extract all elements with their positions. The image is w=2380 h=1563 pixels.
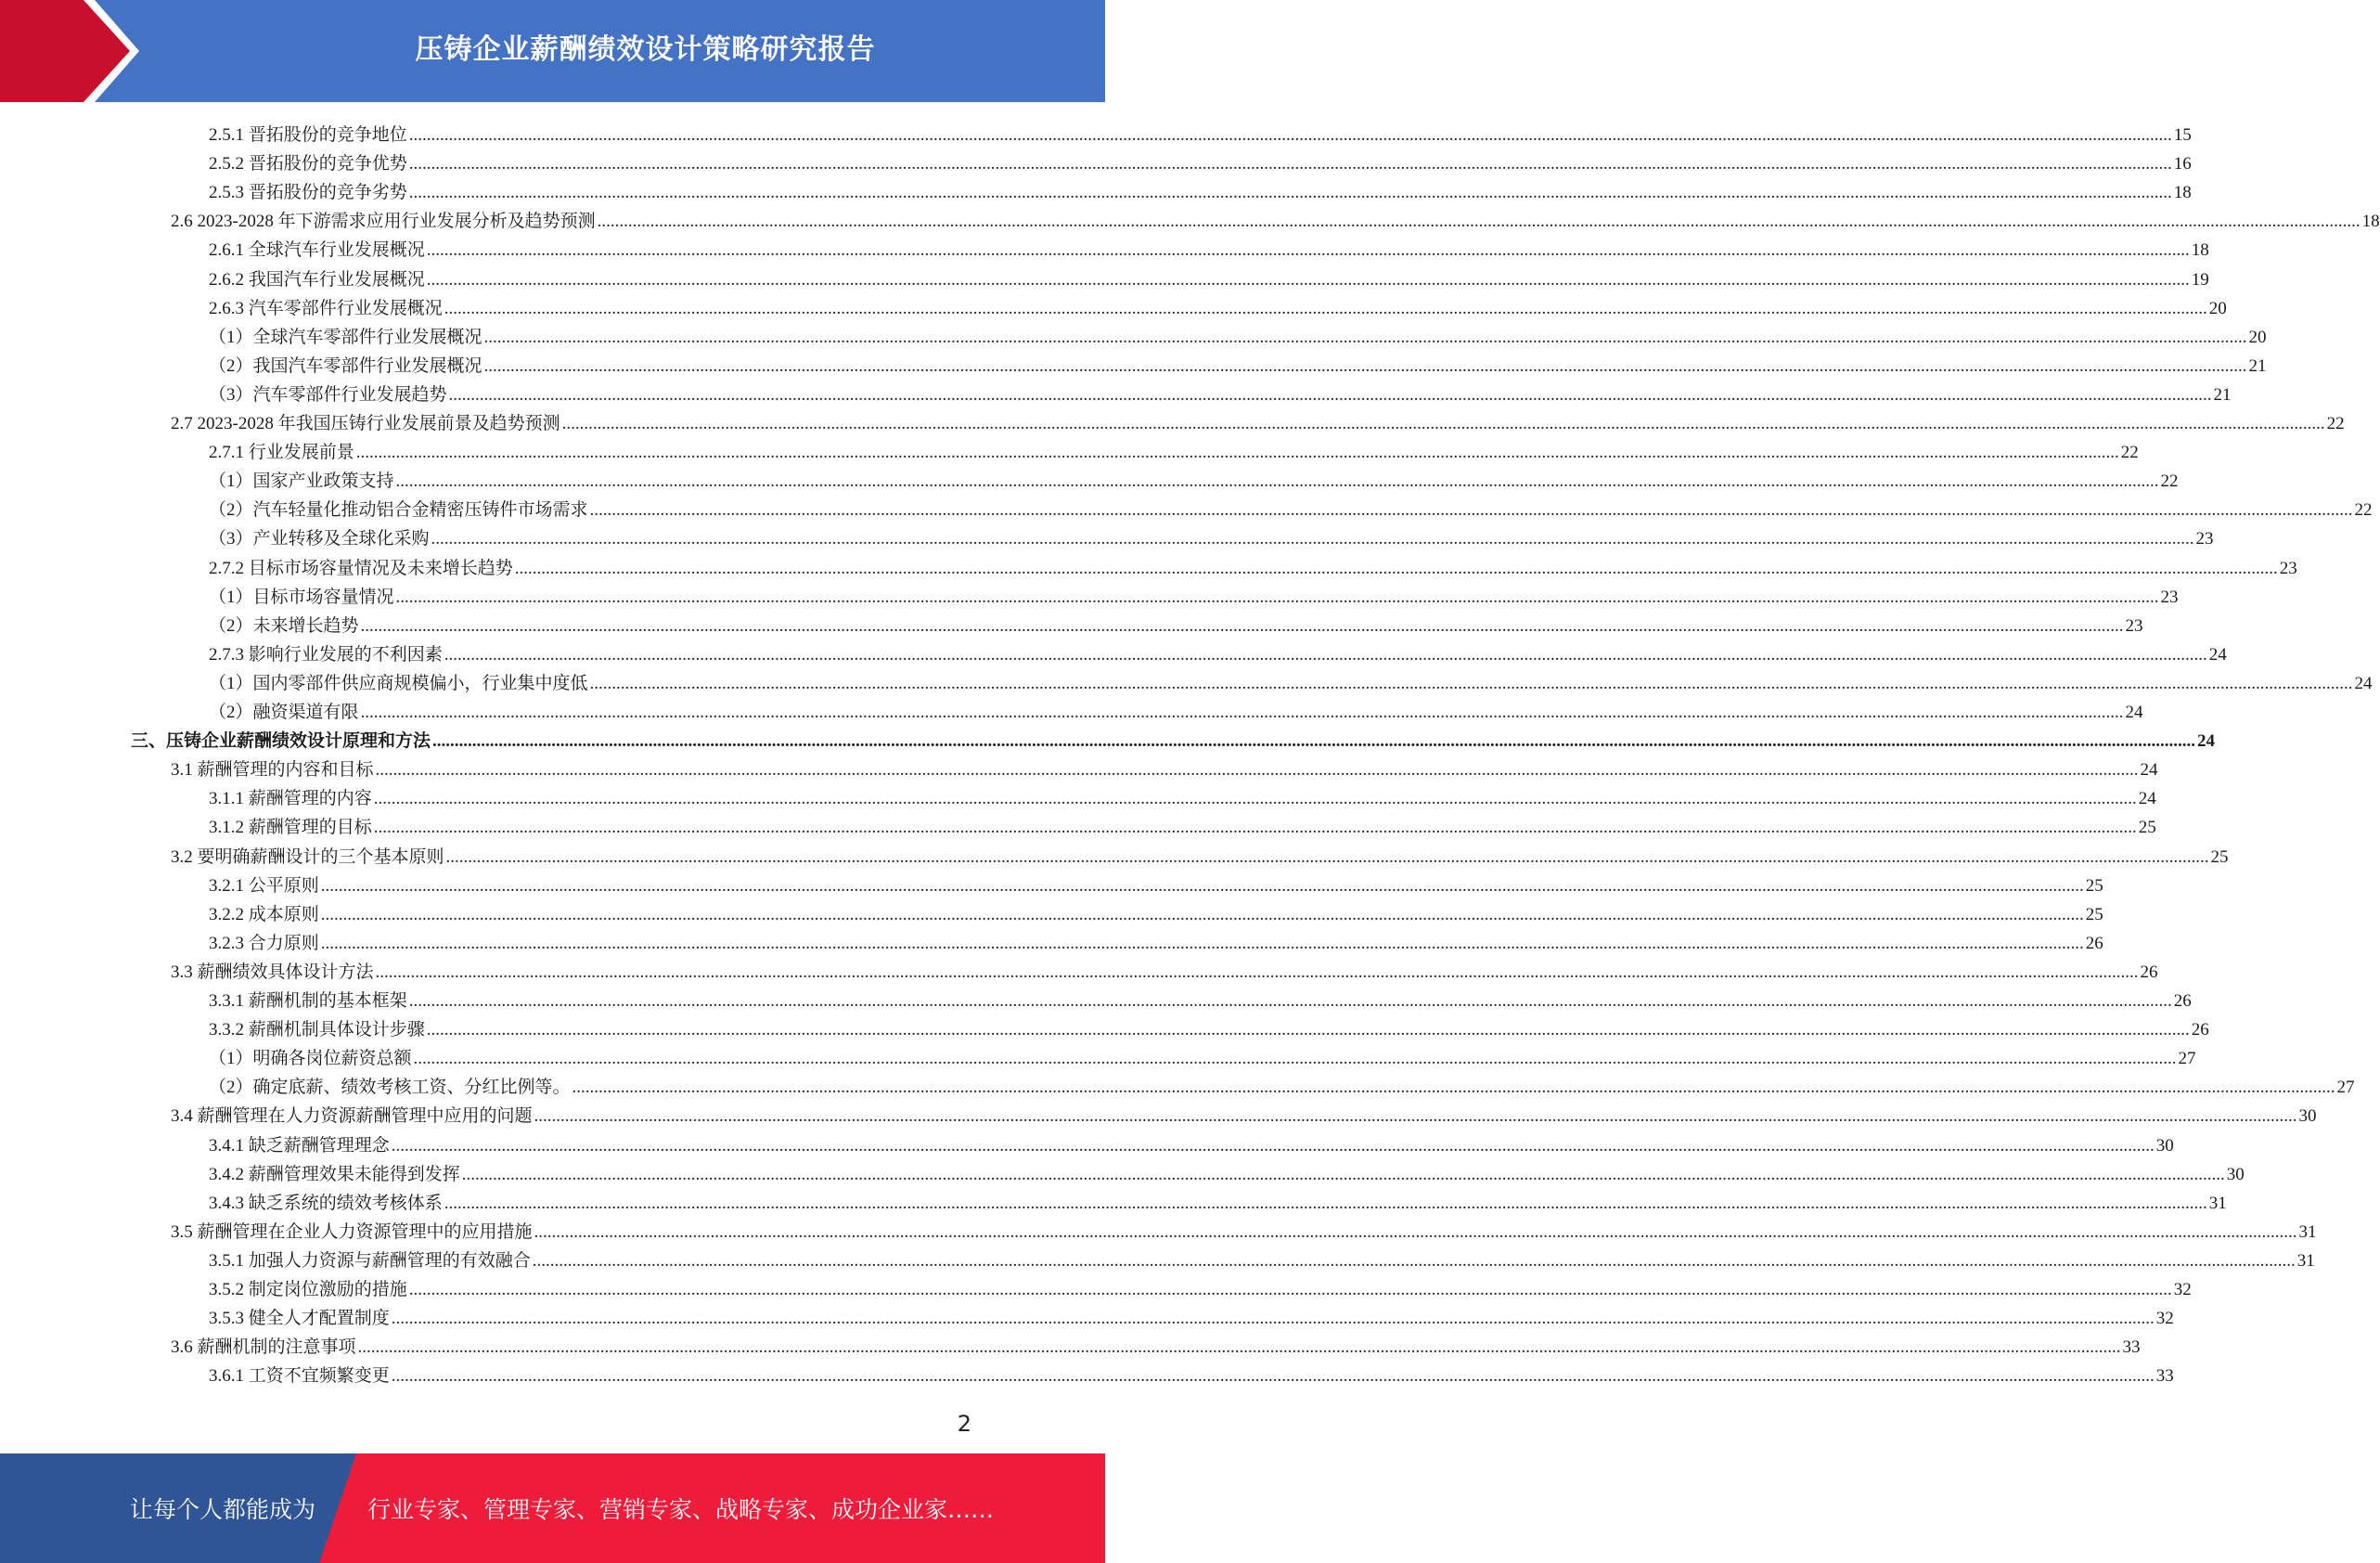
- toc-leader-dots: ................................................................................................................................................................................................................................................................................................................................................................................................................: [391, 1309, 2155, 1329]
- toc-entry-title: 3.6 薪酬机制的注意事项: [171, 1337, 356, 1358]
- toc-entry[interactable]: [209, 782, 2156, 810]
- toc-entry-page: 23: [2279, 558, 2297, 578]
- toc-entry-title: 3.1.1 薪酬管理的内容: [209, 789, 372, 809]
- toc-entry-page: 18: [2173, 183, 2192, 203]
- toc-entry-title: （2）汽车轻量化推动铝合金精密压铸件市场需求: [209, 500, 588, 521]
- toc-entry-page: 27: [2336, 1078, 2355, 1098]
- toc-entry-page: 18: [2191, 240, 2209, 261]
- toc-entry[interactable]: [209, 1157, 2245, 1186]
- toc-leader-dots: ................................................................................................................................................................................................................................................................................................................................................................................................................: [444, 644, 2207, 665]
- toc-leader-dots: ................................................................................................................................................................................................................................................................................................................................................................................................................: [375, 962, 2139, 982]
- toc-entry-title: 三、压铸企业薪酬绩效设计原理和方法: [131, 731, 431, 752]
- toc-entry-page: 32: [2155, 1309, 2174, 1329]
- toc-leader-dots: ................................................................................................................................................................................................................................................................................................................................................................................................................: [448, 384, 2212, 405]
- toc-entry-title: 3.2 要明确薪酬设计的三个基本原则: [171, 846, 444, 867]
- toc-entry-title: 2.5.1 晋拓股份的竞争地位: [209, 125, 407, 145]
- toc-entry[interactable]: [209, 464, 2179, 493]
- toc-leader-dots: ................................................................................................................................................................................................................................................................................................................................................................................................................: [432, 731, 2196, 752]
- toc-leader-dots: ................................................................................................................................................................................................................................................................................................................................................................................................................: [589, 673, 2353, 693]
- toc-entry-title: 3.3.2 薪酬机制具体设计步骤: [209, 1020, 425, 1040]
- toc-leader-dots: ................................................................................................................................................................................................................................................................................................................................................................................................................: [426, 269, 2190, 290]
- toc-entry[interactable]: [171, 1215, 2317, 1244]
- toc-entry[interactable]: [209, 810, 2156, 839]
- page-number: 2: [957, 1411, 971, 1437]
- toc-entry-title: 3.3.1 薪酬机制的基本框架: [209, 991, 407, 1011]
- toc-entry[interactable]: [209, 263, 2209, 291]
- toc-leader-dots: ................................................................................................................................................................................................................................................................................................................................................................................................................: [572, 1078, 2335, 1098]
- toc-entry-title: 3.2.2 成本原则: [209, 904, 319, 924]
- toc-entry-page: 26: [2191, 1020, 2209, 1040]
- toc-entry-page: 18: [2361, 212, 2380, 232]
- toc-leader-dots: ................................................................................................................................................................................................................................................................................................................................................................................................................: [426, 240, 2190, 261]
- toc-entry-title: 2.6.3 汽车零部件行业发展概况: [209, 298, 443, 318]
- toc-entry-title: （2）我国汽车零部件行业发展概况: [209, 355, 482, 376]
- toc-entry-title: 3.2.1 公平原则: [209, 875, 319, 896]
- toc-entry-title: 3.5 薪酬管理在企业人力资源管理中的应用措施: [171, 1221, 533, 1242]
- toc-entry[interactable]: [209, 175, 2192, 204]
- toc-leader-dots: ................................................................................................................................................................................................................................................................................................................................................................................................................: [357, 1337, 2121, 1358]
- toc-entry-page: 24: [2197, 731, 2216, 752]
- toc-leader-dots: ................................................................................................................................................................................................................................................................................................................................................................................................................: [408, 1280, 2172, 1299]
- toc-entry-page: 20: [2248, 327, 2267, 347]
- toc-entry-page: 31: [2296, 1250, 2315, 1271]
- toc-entry-title: 3.4.1 缺乏薪酬管理理念: [209, 1135, 390, 1156]
- toc-entry[interactable]: [209, 1186, 2227, 1215]
- toc-leader-dots: ................................................................................................................................................................................................................................................................................................................................................................................................................: [561, 414, 2325, 433]
- toc-entry[interactable]: [171, 1099, 2317, 1128]
- toc-entry-title: 2.7.1 行业发展前景: [209, 443, 354, 463]
- toc-leader-dots: ................................................................................................................................................................................................................................................................................................................................................................................................................: [483, 355, 2247, 376]
- toc-entry[interactable]: [209, 638, 2227, 666]
- footer-slogan-left: 让每个人都能成为: [130, 1496, 316, 1523]
- toc-entry[interactable]: [209, 291, 2227, 320]
- toc-entry-page: 23: [2195, 529, 2214, 549]
- toc-leader-dots: ................................................................................................................................................................................................................................................................................................................................................................................................................: [445, 846, 2209, 867]
- toc-leader-dots: ................................................................................................................................................................................................................................................................................................................................................................................................................: [373, 818, 2137, 838]
- toc-entry-title: 3.5.3 健全人才配置制度: [209, 1309, 390, 1329]
- toc-entry-page: 30: [2226, 1164, 2245, 1184]
- toc-leader-dots: ................................................................................................................................................................................................................................................................................................................................................................................................................: [461, 1164, 2225, 1184]
- toc-entry-page: 32: [2173, 1280, 2192, 1299]
- toc-entry[interactable]: [209, 435, 2139, 464]
- toc-entry-title: 3.6.1 工资不宜频繁变更: [209, 1366, 390, 1387]
- toc-leader-dots: ................................................................................................................................................................................................................................................................................................................................................................................................................: [483, 327, 2247, 347]
- toc-entry-title: 3.4 薪酬管理在人力资源薪酬管理中应用的问题: [171, 1106, 533, 1127]
- toc-entry-title: 2.7.3 影响行业发展的不利因素: [209, 644, 443, 665]
- toc-entry-page: 25: [2085, 875, 2103, 896]
- toc-entry[interactable]: [209, 666, 2373, 695]
- toc-entry[interactable]: [209, 493, 2373, 522]
- toc-entry[interactable]: [131, 724, 2216, 753]
- toc-entry-page: 24: [2140, 760, 2158, 781]
- toc-entry-title: 3.5.1 加强人力资源与薪酬管理的有效融合: [209, 1250, 531, 1271]
- toc-entry-page: 22: [2160, 471, 2179, 492]
- toc-leader-dots: ................................................................................................................................................................................................................................................................................................................................................................................................................: [532, 1250, 2296, 1271]
- toc-entry-title: 3.1 薪酬管理的内容和目标: [171, 760, 374, 781]
- toc-entry-page: 26: [2140, 962, 2158, 982]
- toc-leader-dots: ................................................................................................................................................................................................................................................................................................................................................................................................................: [589, 500, 2353, 521]
- toc-entry-page: 24: [2208, 644, 2227, 665]
- toc-entry[interactable]: [209, 695, 2143, 724]
- toc-entry-page: 30: [2155, 1135, 2174, 1156]
- toc-leader-dots: ................................................................................................................................................................................................................................................................................................................................................................................................................: [395, 587, 2159, 607]
- arrow-red-shape: [0, 0, 139, 102]
- toc-entry[interactable]: [209, 1359, 2174, 1388]
- toc-entry-page: 22: [2120, 443, 2139, 463]
- toc-entry-page: 25: [2085, 904, 2103, 924]
- toc-leader-dots: ................................................................................................................................................................................................................................................................................................................................................................................................................: [597, 212, 2361, 232]
- toc-leader-dots: ................................................................................................................................................................................................................................................................................................................................................................................................................: [360, 615, 2124, 636]
- toc-entry-page: 15: [2173, 125, 2192, 145]
- toc-entry-title: 2.6.2 我国汽车行业发展概况: [209, 269, 425, 290]
- toc-entry-title: 3.4.3 缺乏系统的绩效考核体系: [209, 1193, 443, 1213]
- toc-entry-title: 2.6.1 全球汽车行业发展概况: [209, 240, 425, 261]
- toc-entry-page: 22: [2326, 414, 2345, 433]
- toc-entry-title: （1）目标市场容量情况: [209, 587, 394, 607]
- toc-entry-page: 19: [2191, 269, 2209, 290]
- toc-entry[interactable]: [209, 378, 2232, 407]
- toc-entry-title: （1）国家产业政策支持: [209, 471, 394, 492]
- toc-entry[interactable]: [209, 1013, 2209, 1041]
- toc-entry-page: 23: [2160, 587, 2179, 607]
- toc-entry-page: 27: [2178, 1049, 2196, 1069]
- toc-leader-dots: ................................................................................................................................................................................................................................................................................................................................................................................................................: [391, 1135, 2155, 1156]
- toc-leader-dots: ................................................................................................................................................................................................................................................................................................................................................................................................................: [391, 1366, 2155, 1387]
- toc-entry-title: （2）确定底薪、绩效考核工资、分红比例等。: [209, 1078, 571, 1098]
- toc-entry-page: 26: [2085, 933, 2103, 953]
- toc-entry[interactable]: [209, 349, 2267, 378]
- toc-leader-dots: ................................................................................................................................................................................................................................................................................................................................................................................................................: [431, 529, 2194, 549]
- toc-leader-dots: ................................................................................................................................................................................................................................................................................................................................................................................................................: [444, 298, 2207, 318]
- toc-entry-page: 25: [2138, 818, 2156, 838]
- toc-entry[interactable]: [209, 147, 2192, 175]
- toc-entry[interactable]: [209, 118, 2192, 147]
- toc-entry[interactable]: [209, 1272, 2192, 1301]
- toc-leader-dots: ................................................................................................................................................................................................................................................................................................................................................................................................................: [408, 154, 2172, 174]
- toc-entry[interactable]: [209, 1041, 2196, 1070]
- document-title: 压铸企业薪酬绩效设计策略研究报告: [415, 33, 876, 66]
- toc-entry-title: （2）融资渠道有限: [209, 703, 359, 722]
- toc-entry[interactable]: [209, 869, 2103, 898]
- footer-band: [0, 1453, 1105, 1563]
- toc-entry-page: 21: [2213, 384, 2232, 405]
- toc-leader-dots: ................................................................................................................................................................................................................................................................................................................................................................................................................: [444, 1193, 2207, 1213]
- toc-entry[interactable]: [209, 580, 2179, 609]
- toc-leader-dots: ................................................................................................................................................................................................................................................................................................................................................................................................................: [375, 760, 2139, 781]
- toc-entry[interactable]: [171, 1330, 2141, 1359]
- toc-entry-title: 3.4.2 薪酬管理效果未能得到发挥: [209, 1164, 460, 1184]
- toc-entry-page: 24: [2354, 673, 2373, 693]
- toc-entry-page: 25: [2210, 846, 2229, 867]
- toc-entry-title: 2.5.2 晋拓股份的竞争优势: [209, 154, 407, 174]
- toc-entry-page: 33: [2122, 1337, 2141, 1358]
- toc-entry-page: 26: [2173, 991, 2192, 1011]
- toc-entry[interactable]: [209, 1070, 2355, 1099]
- toc-leader-dots: ................................................................................................................................................................................................................................................................................................................................................................................................................: [408, 125, 2172, 145]
- toc-entry-title: （2）未来增长趋势: [209, 615, 359, 636]
- toc-leader-dots: ................................................................................................................................................................................................................................................................................................................................................................................................................: [408, 183, 2172, 203]
- toc-entry-page: 31: [2208, 1193, 2227, 1213]
- toc-entry-title: 3.5.2 制定岗位激励的措施: [209, 1280, 407, 1299]
- toc-entry[interactable]: [171, 753, 2158, 782]
- toc-leader-dots: ................................................................................................................................................................................................................................................................................................................................................................................................................: [320, 875, 2084, 896]
- toc-entry[interactable]: [209, 898, 2103, 926]
- toc-entry[interactable]: [209, 1129, 2174, 1157]
- toc-entry[interactable]: [209, 984, 2192, 1013]
- toc-entry-title: 2.7.2 目标市场容量情况及未来增长趋势: [209, 558, 513, 578]
- toc-entry-page: 22: [2354, 500, 2373, 521]
- toc-entry-title: （1）国内零部件供应商规模偏小，行业集中度低: [209, 673, 588, 693]
- toc-entry-page: 24: [2125, 703, 2143, 722]
- toc-entry-title: 2.6 2023-2028 年下游需求应用行业发展分析及趋势预测: [171, 212, 596, 232]
- toc-entry[interactable]: [209, 609, 2143, 638]
- toc-entry[interactable]: [171, 204, 2380, 233]
- toc-entry-page: 24: [2138, 789, 2156, 809]
- toc-entry-title: （1）全球汽车零部件行业发展概况: [209, 327, 482, 347]
- toc-entry-title: （3）汽车零部件行业发展趋势: [209, 384, 447, 405]
- toc-entry-page: 30: [2298, 1106, 2317, 1127]
- toc-entry[interactable]: [209, 522, 2214, 550]
- header-band: [0, 0, 1105, 102]
- toc-leader-dots: ................................................................................................................................................................................................................................................................................................................................................................................................................: [534, 1106, 2297, 1127]
- toc-leader-dots: ................................................................................................................................................................................................................................................................................................................................................................................................................: [534, 1221, 2297, 1242]
- toc-entry-title: 3.1.2 薪酬管理的目标: [209, 818, 372, 838]
- toc-leader-dots: ................................................................................................................................................................................................................................................................................................................................................................................................................: [320, 904, 2084, 924]
- toc-entry[interactable]: [209, 320, 2267, 349]
- toc-leader-dots: ................................................................................................................................................................................................................................................................................................................................................................................................................: [413, 1049, 2177, 1069]
- toc-entry-page: 23: [2125, 615, 2143, 636]
- toc-entry[interactable]: [171, 840, 2229, 869]
- toc-entry[interactable]: [209, 551, 2297, 580]
- toc-leader-dots: ................................................................................................................................................................................................................................................................................................................................................................................................................: [320, 933, 2084, 953]
- toc-entry-title: 3.3 薪酬绩效具体设计方法: [171, 962, 374, 982]
- toc-entry[interactable]: [171, 407, 2345, 435]
- toc-entry-title: 2.5.3 晋拓股份的竞争劣势: [209, 183, 407, 203]
- toc-entry[interactable]: [209, 1301, 2174, 1330]
- toc-entry-page: 31: [2298, 1221, 2317, 1242]
- toc-leader-dots: ................................................................................................................................................................................................................................................................................................................................................................................................................: [514, 558, 2278, 578]
- toc-entry[interactable]: [209, 1244, 2315, 1272]
- toc-entry-page: 20: [2208, 298, 2227, 318]
- toc-leader-dots: ................................................................................................................................................................................................................................................................................................................................................................................................................: [408, 991, 2172, 1011]
- toc-entry[interactable]: [209, 233, 2209, 262]
- toc-entry-page: 33: [2155, 1366, 2174, 1387]
- toc-entry[interactable]: [209, 926, 2103, 955]
- toc-entry-title: 2.7 2023-2028 年我国压铸行业发展前景及趋势预测: [171, 414, 560, 433]
- header-arrow-decoration: [0, 0, 148, 102]
- toc-leader-dots: ................................................................................................................................................................................................................................................................................................................................................................................................................: [373, 789, 2137, 809]
- footer-slogan-right: 行业专家、管理专家、营销专家、战略专家、成功企业家……: [367, 1496, 995, 1523]
- toc-entry-title: 3.2.3 合力原则: [209, 933, 319, 953]
- toc-leader-dots: ................................................................................................................................................................................................................................................................................................................................................................................................................: [395, 471, 2159, 492]
- toc-leader-dots: ................................................................................................................................................................................................................................................................................................................................................................................................................: [426, 1020, 2190, 1040]
- toc-entry-title: （3）产业转移及全球化采购: [209, 529, 430, 549]
- toc-entry-page: 16: [2173, 154, 2192, 174]
- toc-leader-dots: ................................................................................................................................................................................................................................................................................................................................................................................................................: [360, 703, 2124, 722]
- toc-entry[interactable]: [171, 955, 2158, 984]
- toc-entry-page: 21: [2248, 355, 2267, 376]
- toc-leader-dots: ................................................................................................................................................................................................................................................................................................................................................................................................................: [355, 443, 2119, 463]
- toc-entry-title: （1）明确各岗位薪资总额: [209, 1049, 412, 1069]
